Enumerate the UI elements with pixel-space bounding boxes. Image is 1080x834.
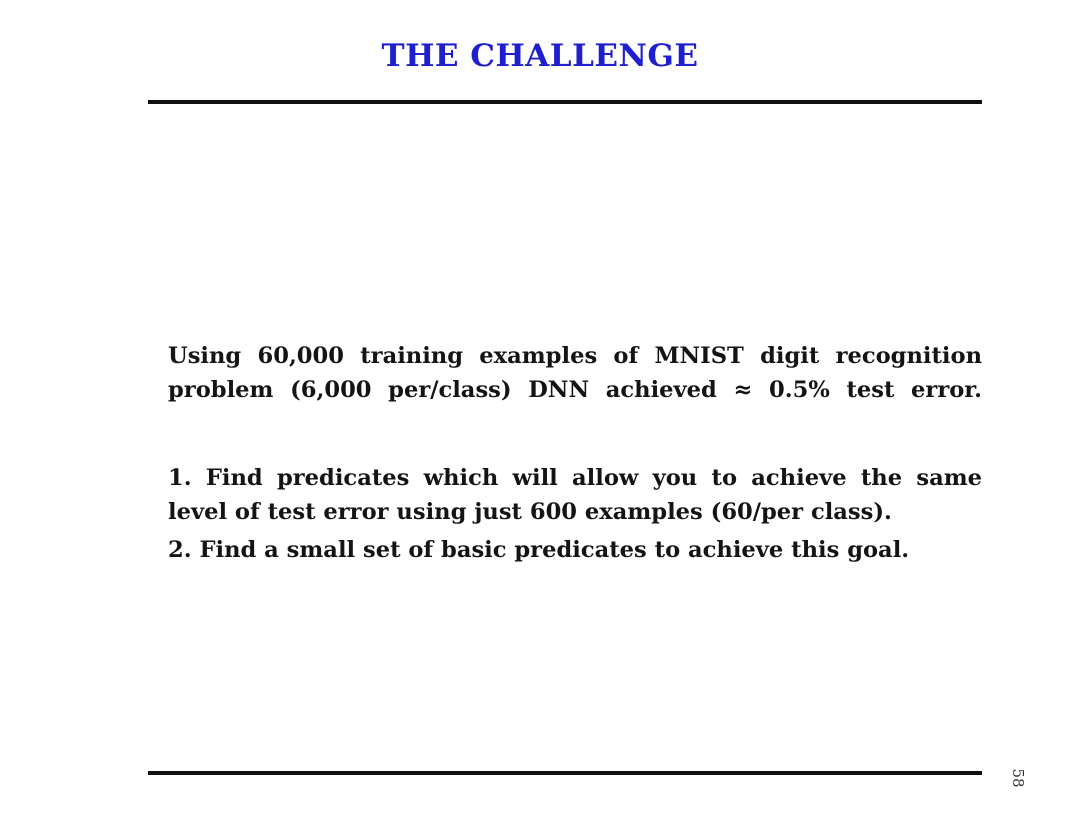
slide-title: THE CHALLENGE [381,38,699,74]
challenge-list [168,461,982,567]
list-item [168,533,982,567]
intro-paragraph [168,339,982,407]
top-rule [148,100,982,104]
list-item [168,461,982,529]
list-item-line: level of test error using just 600 examples (60/per class). [168,499,892,525]
intro-line: Using 60,000 training examples of MNIST digit recognition [168,343,982,369]
page-number: 58 [1009,768,1027,788]
intro-line: problem (6,000 per/class) DNN achieved ≈ 0.5% test error. [168,377,982,403]
bottom-rule [148,771,982,775]
list-item-line: 1. Find predicates which will allow you to achieve the same [168,465,982,491]
list-item-line: 2. Find a small set of basic predicates to achieve this goal. [168,537,910,563]
